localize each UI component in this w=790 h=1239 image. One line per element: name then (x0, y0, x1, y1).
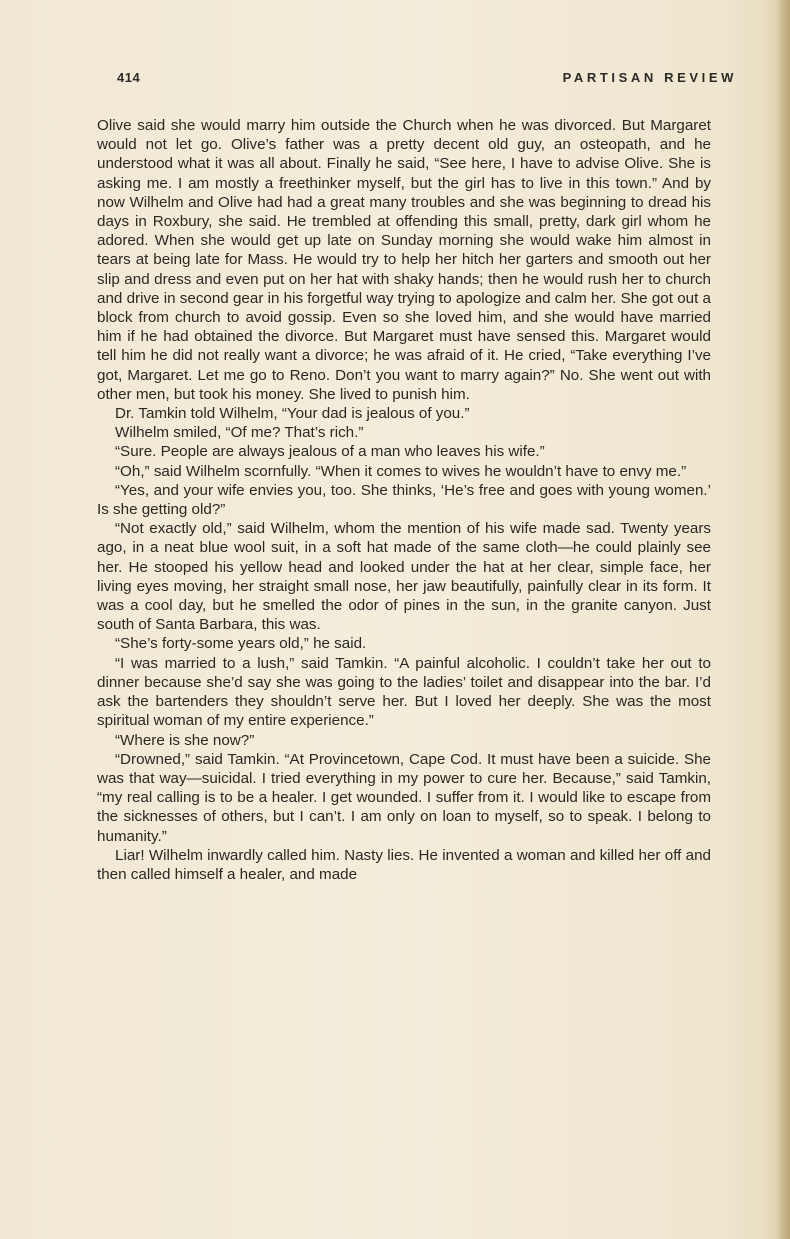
paragraph: Dr. Tamkin told Wilhelm, “Your dad is jealous of you.” (115, 405, 470, 423)
paragraph: “Oh,” said Wilhelm scornfully. “When it comes to wives he wouldn’t have to envy me.” (115, 462, 687, 480)
paragraph: “She’s forty-some years old,” he said. (115, 635, 367, 653)
paragraph: “I was married to a lush,” said Tamkin. “A painful alcoholic. I couldn’t take her out to dinner because she’d say she was going to the ladies’ toilet and disappear into the bar. I’d ask the bartenders they shouldn’t serve her. But I loved her deeply. She was the most spiritual woman of my entire experience.” (97, 654, 711, 730)
paragraph: Wilhelm smiled, “Of me? That’s rich.” (115, 424, 364, 442)
paragraph: “Drowned,” said Tamkin. “At Provincetown, Cape Cod. It must have been a suicide. She was that way—suicidal. I tried everything in my power to cure her. Because,” said Tamkin, “my real calling is to be a healer. I get wounded. I suffer from it. I would like to escape from the sicknesses of others, but I can’t. I am only on loan to myself, so to speak. I belong to humanity.” (97, 750, 711, 845)
paragraph: “Sure. People are always jealous of a man who leaves his wife.” (115, 443, 545, 461)
page-edge (776, 0, 790, 1239)
paragraph: “Where is she now?” (115, 731, 255, 749)
page-number: 414 (117, 70, 141, 85)
running-head: PARTISAN REVIEW (562, 70, 737, 85)
page-header (117, 70, 737, 92)
paragraph: Liar! Wilhelm inwardly called him. Nasty lies. He invented a woman and killed her off and then called himself a healer, and made (97, 846, 711, 883)
paragraph: “Not exactly old,” said Wilhelm, whom the mention of his wife made sad. Twenty years ago, in a neat blue wool suit, in a soft hat made of the same cloth—he could plainly see her. He stooped his yellow head and looked under the hat at her clear, simple face, her living eyes moving, her straight small nose, her jaw beautifully, painfully clear in its form. It was a cool day, but he smelled the odor of pines in the sun, in the granite canyon. Just south of Santa Barbara, this was. (97, 520, 711, 634)
body-text (97, 116, 711, 884)
paragraph: Olive said she would marry him outside the Church when he was divorced. But Margaret would not let go. Olive’s father was a pretty decent old guy, an osteopath, and he understood what it was all about. Finally he said, “See here, I have to advise Olive. She is asking me. I am mostly a freethinker myself, but the girl has to live in this town.” And by now Wilhelm and Olive had had a great many troubles and she was beginning to dread his days in Roxbury, she said. He trembled at offending this small, pretty, dark girl whom he adored. When she would get up late on Sunday morning she would wake him almost in tears at being late for Mass. He would try to help her hitch her garters and smooth out her slip and dress and even put on her hat with shaky hands; then he would rush her to church and drive in second gear in his forgetful way trying to apologize and calm her. She got out a block from church to avoid gossip. Even so she loved him, and she would have married him if he had obtained the divorce. But Margaret must have sensed this. Margaret would tell him he did not really want a divorce; he was afraid of it. He cried, “Take everything I’ve got, Margaret. Let me go to Reno. Don’t you want to marry again?” No. She went out with other men, but took his money. She lived to punish him. (97, 117, 711, 403)
paragraph: “Yes, and your wife envies you, too. She thinks, ‘He’s free and goes with young women.’ Is she getting old?” (97, 481, 711, 519)
